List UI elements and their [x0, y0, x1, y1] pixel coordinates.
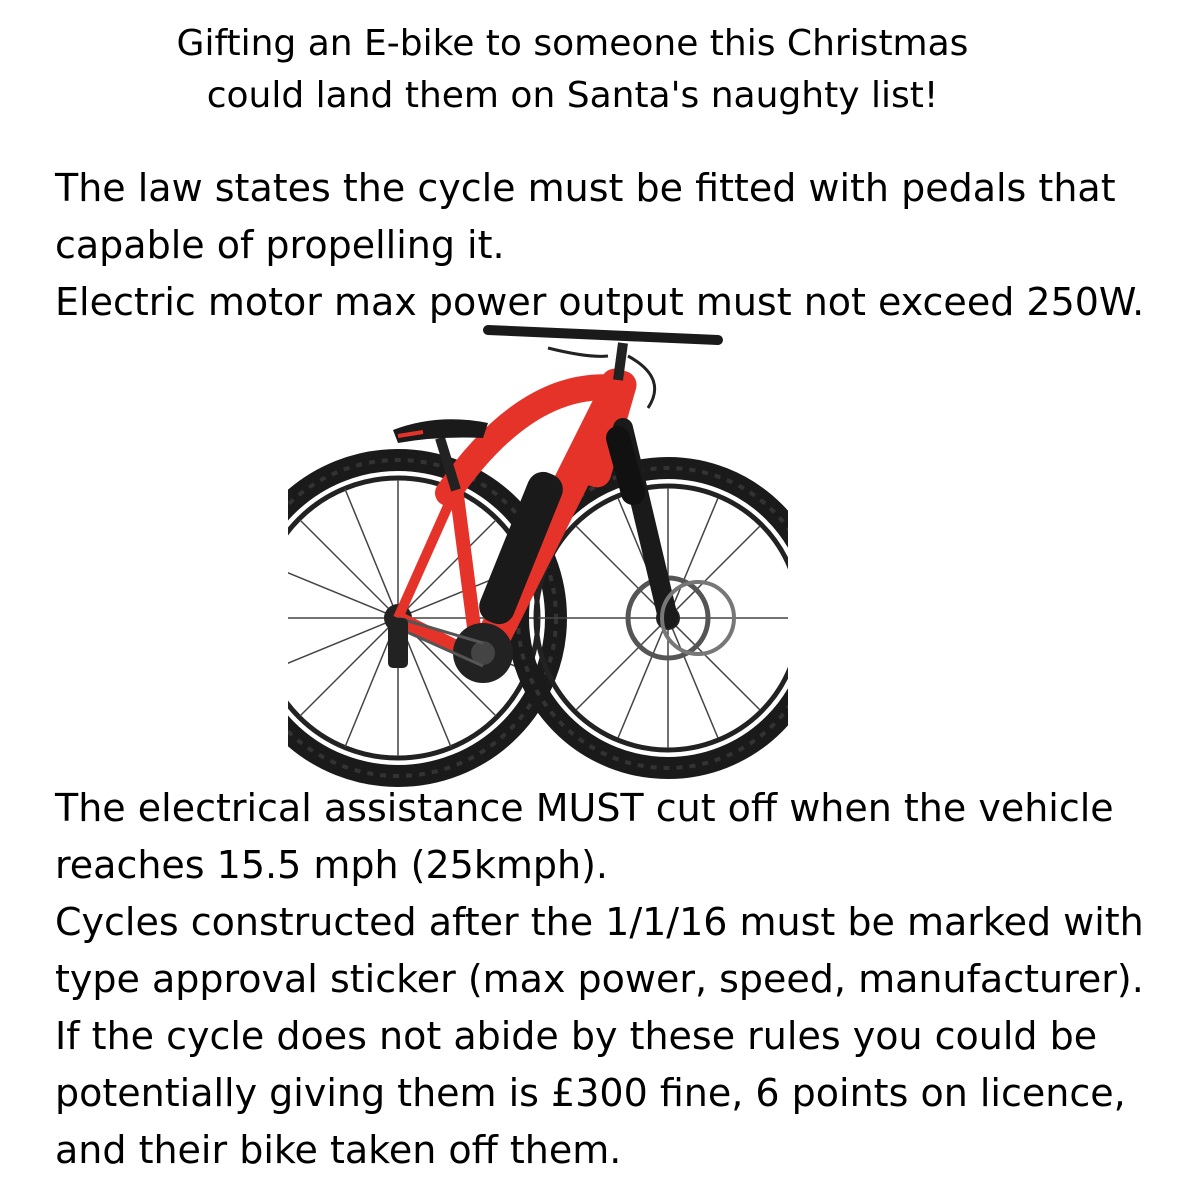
headline-line-2: could land them on Santa's naughty list! — [206, 75, 939, 116]
rule-line: potentially giving them is £300 fine, 6 points on licence, — [55, 1071, 1126, 1115]
rule-line: reaches 15.5 mph (25kmph). — [55, 843, 608, 887]
ebike-image — [288, 318, 788, 798]
rule-line: If the cycle does not abide by these rules you could be — [55, 1014, 1098, 1058]
rule-line: Electric motor max power output must not exceed 250W. — [55, 280, 1145, 324]
rule-line: capable of propelling it. — [55, 223, 505, 267]
rule-line: The electrical assistance MUST cut off when the vehicle — [55, 786, 1114, 830]
rules-bottom — [55, 780, 1185, 1179]
headline-line-1: Gifting an E-bike to someone this Christmas — [176, 23, 969, 64]
rules-top — [55, 160, 1185, 331]
rule-line: and their bike taken off them. — [55, 1128, 622, 1172]
rule-line: type approval sticker (max power, speed, manufacturer). — [55, 957, 1144, 1001]
rule-line: Cycles constructed after the 1/1/16 must be marked with — [55, 900, 1144, 944]
rule-line: The law states the cycle must be fitted with pedals that — [55, 166, 1116, 210]
headline — [0, 18, 1145, 122]
